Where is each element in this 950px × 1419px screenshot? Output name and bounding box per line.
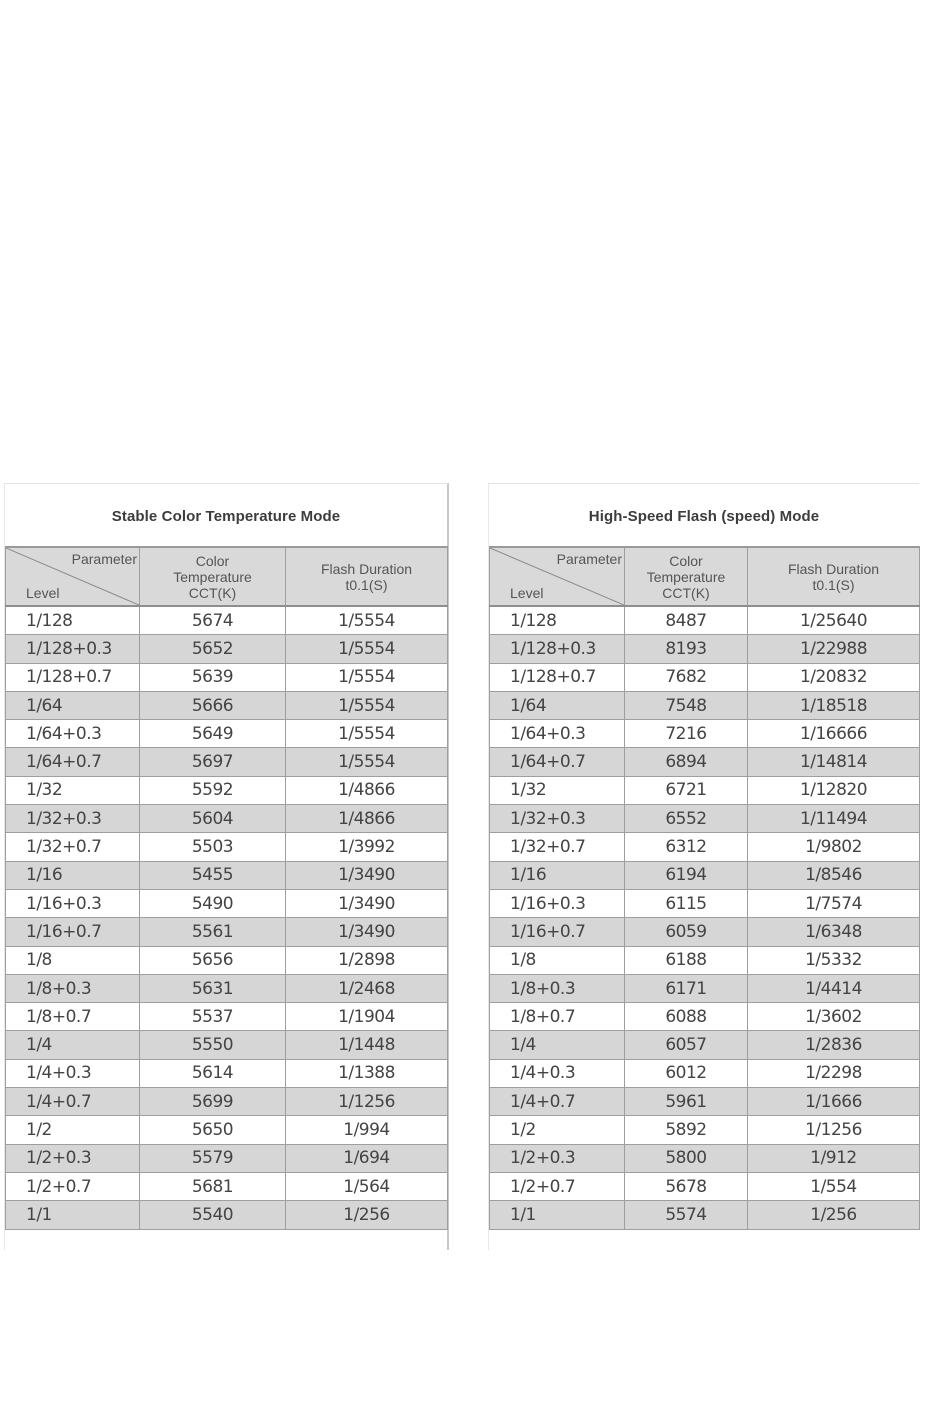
level-cell: 1/1 <box>490 1201 625 1229</box>
level-cell: 1/2+0.7 <box>490 1172 625 1200</box>
flash-duration-cell: 1/16666 <box>748 720 920 748</box>
table-row <box>490 1088 920 1116</box>
parameter-level-header <box>490 547 625 606</box>
flash-duration-cell: 1/3490 <box>286 918 448 946</box>
table-row <box>6 1088 448 1116</box>
level-cell: 1/8+0.7 <box>6 1003 140 1031</box>
flash-duration-cell: 1/1388 <box>286 1059 448 1087</box>
flash-duration-cell: 1/912 <box>748 1144 920 1172</box>
table-row <box>6 691 448 719</box>
level-cell: 1/2 <box>6 1116 140 1144</box>
table-row <box>490 606 920 635</box>
level-cell: 1/1 <box>6 1201 140 1229</box>
table-row <box>6 606 448 635</box>
flash-duration-cell: 1/1448 <box>286 1031 448 1059</box>
parameter-level-header <box>6 547 140 606</box>
table-row <box>6 889 448 917</box>
table-row <box>6 974 448 1002</box>
flash-duration-cell: 1/4866 <box>286 805 448 833</box>
cct-cell: 8487 <box>625 606 748 635</box>
level-cell: 1/128+0.7 <box>490 663 625 691</box>
cct-cell: 5490 <box>140 889 286 917</box>
table-row <box>6 663 448 691</box>
flash-duration-cell: 1/2298 <box>748 1059 920 1087</box>
flash-duration-cell: 1/25640 <box>748 606 920 635</box>
table-row <box>490 1031 920 1059</box>
table-row <box>490 946 920 974</box>
flash-duration-cell: 1/694 <box>286 1144 448 1172</box>
cct-cell: 6721 <box>625 776 748 804</box>
cct-header-line3: CCT(K) <box>188 584 237 601</box>
table-body <box>490 606 920 1229</box>
table-row <box>490 1172 920 1200</box>
table-body <box>6 606 448 1229</box>
duration-header-line1: Flash Duration <box>787 560 880 577</box>
table-title: High-Speed Flash (speed) Mode <box>588 508 820 525</box>
cct-cell: 5656 <box>140 946 286 974</box>
table-row <box>6 833 448 861</box>
high-speed-mode-table <box>489 546 920 1230</box>
table-header-row <box>6 547 448 606</box>
table-row <box>6 1144 448 1172</box>
duration-header-line2: t0.1(S) <box>812 576 855 593</box>
flash-duration-cell: 1/8546 <box>748 861 920 889</box>
cct-cell: 6115 <box>625 889 748 917</box>
flash-duration-cell: 1/7574 <box>748 889 920 917</box>
flash-duration-cell: 1/564 <box>286 1172 448 1200</box>
flash-duration-header <box>748 547 920 606</box>
level-cell: 1/32+0.3 <box>490 805 625 833</box>
cct-cell: 6894 <box>625 748 748 776</box>
cct-cell: 5537 <box>140 1003 286 1031</box>
table-row <box>490 720 920 748</box>
level-cell: 1/4+0.3 <box>490 1059 625 1087</box>
table-row <box>490 748 920 776</box>
cct-cell: 5892 <box>625 1116 748 1144</box>
flash-duration-cell: 1/4866 <box>286 776 448 804</box>
table-row <box>490 663 920 691</box>
flash-duration-cell: 1/1904 <box>286 1003 448 1031</box>
cct-cell: 5674 <box>140 606 286 635</box>
cct-cell: 5455 <box>140 861 286 889</box>
flash-duration-cell: 1/256 <box>748 1201 920 1229</box>
table-row <box>6 1059 448 1087</box>
cct-cell: 6012 <box>625 1059 748 1087</box>
cct-cell: 6171 <box>625 974 748 1002</box>
cct-cell: 6088 <box>625 1003 748 1031</box>
cct-header <box>625 547 748 606</box>
flash-duration-cell: 1/5554 <box>286 635 448 663</box>
level-cell: 1/4+0.7 <box>6 1088 140 1116</box>
level-cell: 1/32 <box>490 776 625 804</box>
table-row <box>490 918 920 946</box>
level-cell: 1/16+0.3 <box>490 889 625 917</box>
level-cell: 1/128+0.3 <box>6 635 140 663</box>
level-cell: 1/8+0.3 <box>6 974 140 1002</box>
cct-header-line2: Temperature <box>173 568 252 585</box>
flash-duration-cell: 1/5554 <box>286 606 448 635</box>
flash-duration-cell: 1/5554 <box>286 748 448 776</box>
cct-cell: 5503 <box>140 833 286 861</box>
cct-header-line2: Temperature <box>646 568 726 585</box>
cct-cell: 6188 <box>625 946 748 974</box>
cct-cell: 5550 <box>140 1031 286 1059</box>
flash-duration-cell: 1/1256 <box>748 1116 920 1144</box>
level-cell: 1/64 <box>490 691 625 719</box>
cct-cell: 5579 <box>140 1144 286 1172</box>
flash-duration-cell: 1/22988 <box>748 635 920 663</box>
level-cell: 1/4 <box>490 1031 625 1059</box>
level-label: Level <box>26 585 60 601</box>
level-cell: 1/128 <box>490 606 625 635</box>
cct-cell: 5666 <box>140 691 286 719</box>
table-row <box>490 1144 920 1172</box>
table-row <box>6 720 448 748</box>
cct-header-line1: Color <box>195 552 230 569</box>
flash-duration-cell: 1/256 <box>286 1201 448 1229</box>
level-cell: 1/8 <box>490 946 625 974</box>
cct-cell: 7682 <box>625 663 748 691</box>
flash-duration-cell: 1/6348 <box>748 918 920 946</box>
table-row <box>6 1201 448 1229</box>
level-cell: 1/32 <box>6 776 140 804</box>
cct-cell: 6552 <box>625 805 748 833</box>
cct-cell: 6194 <box>625 861 748 889</box>
flash-duration-cell: 1/5332 <box>748 946 920 974</box>
flash-duration-cell: 1/12820 <box>748 776 920 804</box>
cct-cell: 6312 <box>625 833 748 861</box>
flash-duration-cell: 1/4414 <box>748 974 920 1002</box>
cct-cell: 5678 <box>625 1172 748 1200</box>
flash-duration-cell: 1/3490 <box>286 861 448 889</box>
level-cell: 1/128+0.3 <box>490 635 625 663</box>
table-row <box>6 635 448 663</box>
table-row <box>490 974 920 1002</box>
cct-cell: 5652 <box>140 635 286 663</box>
cct-cell: 7216 <box>625 720 748 748</box>
flash-duration-header <box>286 547 448 606</box>
flash-duration-cell: 1/2836 <box>748 1031 920 1059</box>
duration-header-line2: t0.1(S) <box>345 576 388 593</box>
cct-cell: 5649 <box>140 720 286 748</box>
cct-cell: 5561 <box>140 918 286 946</box>
cct-cell: 5961 <box>625 1088 748 1116</box>
cct-cell: 5592 <box>140 776 286 804</box>
table-row <box>490 1116 920 1144</box>
level-cell: 1/8+0.7 <box>490 1003 625 1031</box>
level-cell: 1/16+0.3 <box>6 889 140 917</box>
table-row <box>6 1003 448 1031</box>
table-row <box>490 861 920 889</box>
cct-cell: 5631 <box>140 974 286 1002</box>
table-row <box>6 748 448 776</box>
flash-duration-cell: 1/5554 <box>286 691 448 719</box>
level-cell: 1/64 <box>6 691 140 719</box>
flash-duration-cell: 1/5554 <box>286 663 448 691</box>
cct-cell: 5697 <box>140 748 286 776</box>
flash-duration-cell: 1/5554 <box>286 720 448 748</box>
flash-duration-cell: 1/9802 <box>748 833 920 861</box>
cct-cell: 7548 <box>625 691 748 719</box>
flash-duration-cell: 1/3602 <box>748 1003 920 1031</box>
cct-cell: 5800 <box>625 1144 748 1172</box>
flash-duration-cell: 1/14814 <box>748 748 920 776</box>
table-row <box>490 1003 920 1031</box>
level-cell: 1/4 <box>6 1031 140 1059</box>
table-row <box>490 691 920 719</box>
flash-duration-cell: 1/1256 <box>286 1088 448 1116</box>
level-cell: 1/16+0.7 <box>490 918 625 946</box>
table-row <box>6 1116 448 1144</box>
cct-cell: 5614 <box>140 1059 286 1087</box>
table-row <box>6 1031 448 1059</box>
cct-cell: 5604 <box>140 805 286 833</box>
table-row <box>490 805 920 833</box>
level-cell: 1/8+0.3 <box>490 974 625 1002</box>
level-cell: 1/64+0.3 <box>490 720 625 748</box>
table-row <box>6 918 448 946</box>
flash-duration-cell: 1/554 <box>748 1172 920 1200</box>
table-row <box>490 635 920 663</box>
flash-duration-cell: 1/18518 <box>748 691 920 719</box>
flash-duration-cell: 1/1666 <box>748 1088 920 1116</box>
flash-duration-cell: 1/3992 <box>286 833 448 861</box>
table-row <box>6 776 448 804</box>
table-header-row <box>490 547 920 606</box>
cct-header <box>140 547 286 606</box>
level-cell: 1/4+0.3 <box>6 1059 140 1087</box>
table-row <box>490 776 920 804</box>
table-row <box>490 1059 920 1087</box>
level-cell: 1/2+0.3 <box>490 1144 625 1172</box>
high-speed-flash-panel <box>488 483 919 1250</box>
duration-header-line1: Flash Duration <box>320 560 413 577</box>
level-cell: 1/64+0.7 <box>490 748 625 776</box>
flash-duration-cell: 1/2468 <box>286 974 448 1002</box>
parameter-label: Parameter <box>71 551 137 567</box>
cct-header-line3: CCT(K) <box>662 584 710 601</box>
parameter-label: Parameter <box>556 551 622 567</box>
flash-duration-cell: 1/3490 <box>286 889 448 917</box>
level-cell: 1/16 <box>6 861 140 889</box>
cct-cell: 6059 <box>625 918 748 946</box>
level-cell: 1/2+0.3 <box>6 1144 140 1172</box>
level-cell: 1/8 <box>6 946 140 974</box>
flash-duration-cell: 1/20832 <box>748 663 920 691</box>
cct-cell: 5639 <box>140 663 286 691</box>
level-cell: 1/16 <box>490 861 625 889</box>
stable-mode-table <box>5 546 448 1230</box>
level-cell: 1/128 <box>6 606 140 635</box>
table-row <box>490 889 920 917</box>
stable-color-temperature-panel <box>4 483 449 1250</box>
level-cell: 1/32+0.3 <box>6 805 140 833</box>
flash-duration-cell: 1/2898 <box>286 946 448 974</box>
table-row <box>490 833 920 861</box>
level-cell: 1/128+0.7 <box>6 663 140 691</box>
cct-cell: 5681 <box>140 1172 286 1200</box>
level-cell: 1/64+0.7 <box>6 748 140 776</box>
table-row <box>6 946 448 974</box>
table-row <box>6 805 448 833</box>
level-cell: 1/16+0.7 <box>6 918 140 946</box>
cct-cell: 5699 <box>140 1088 286 1116</box>
cct-cell: 5574 <box>625 1201 748 1229</box>
level-cell: 1/4+0.7 <box>490 1088 625 1116</box>
level-cell: 1/2+0.7 <box>6 1172 140 1200</box>
table-row <box>6 1172 448 1200</box>
table-title: Stable Color Temperature Mode <box>111 508 341 525</box>
flash-duration-cell: 1/994 <box>286 1116 448 1144</box>
cct-cell: 6057 <box>625 1031 748 1059</box>
level-cell: 1/2 <box>490 1116 625 1144</box>
cct-cell: 5540 <box>140 1201 286 1229</box>
flash-duration-cell: 1/11494 <box>748 805 920 833</box>
table-row <box>6 861 448 889</box>
table-row <box>490 1201 920 1229</box>
cct-header-line1: Color <box>669 552 703 569</box>
level-cell: 1/32+0.7 <box>6 833 140 861</box>
level-label: Level <box>510 585 544 601</box>
cct-cell: 5650 <box>140 1116 286 1144</box>
level-cell: 1/64+0.3 <box>6 720 140 748</box>
cct-cell: 8193 <box>625 635 748 663</box>
level-cell: 1/32+0.7 <box>490 833 625 861</box>
